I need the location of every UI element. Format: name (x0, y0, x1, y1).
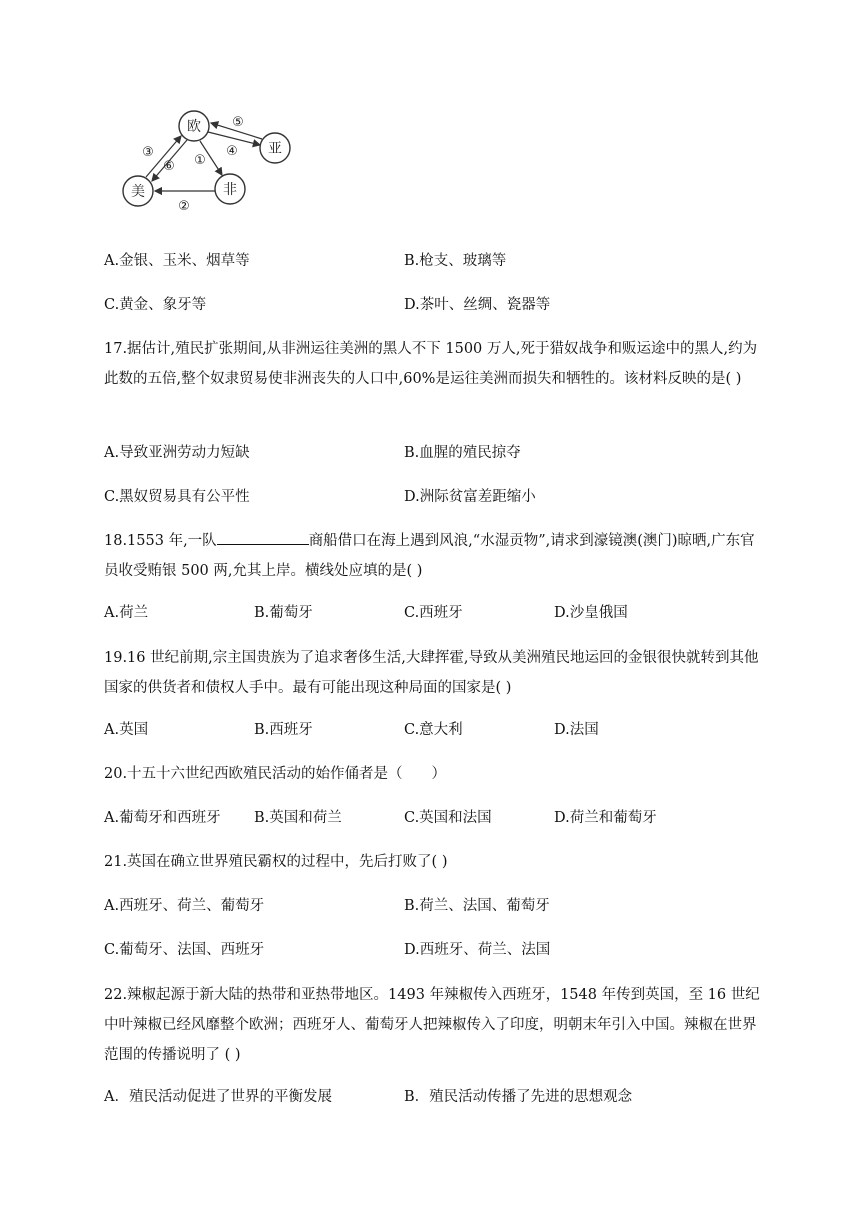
q20-stem: 20.十五十六世纪西欧殖民活动的始作俑者是（ ） (104, 766, 447, 782)
q21-stem: 21.英国在确立世界殖民霸权的过程中，先后打败了( ) (104, 854, 448, 870)
q16-option-b[interactable]: B.枪支、玻璃等 (404, 253, 507, 269)
node-america-label: 美 (131, 184, 145, 200)
q17-option-c[interactable]: C.黑奴贸易具有公平性 (104, 489, 250, 505)
q22-option-b[interactable]: B．殖民活动传播了先进的思想观念 (404, 1089, 633, 1105)
q18-stem-after: 商船借口在海上遇到风浪,“水湿贡物”,请求到濠镜澳(澳门)晾晒,广东官员收受贿银 500 两,允其上岸。横线处应填的是( ) (104, 533, 755, 579)
q19-option-d[interactable]: D.法国 (554, 722, 599, 738)
q18-option-d[interactable]: D.沙皇俄国 (554, 605, 628, 621)
q17-stem: 17.据估计,殖民扩张期间,从非洲运往美洲的黑人不下 1500 万人,死于猎奴战争和贩运途中的黑人,约为此数的五倍,整个奴隶贸易使非洲丧失的人口中,60%是运往美洲而损失和牺牲的。该材料反映的是( ) (104, 341, 758, 387)
arrow-4-label: ④ (226, 144, 238, 159)
q22-stem: 22.辣椒起源于新大陆的热带和亚热带地区。1493 年辣椒传入西班牙，1548 年传到英国，至 16 世纪中叶辣椒已经风靡整个欧洲；西班牙人、葡萄牙人把辣椒传入了印度，明朝末年引入中国。辣椒在世界范围的传播说明了 ( ) (104, 987, 760, 1063)
q18-stem (104, 526, 768, 586)
q18-option-a[interactable]: A.荷兰 (104, 605, 149, 621)
q16-option-d[interactable]: D.茶叶、丝绸、瓷器等 (404, 297, 551, 313)
q18-answer-blank (217, 530, 309, 545)
q19-option-a[interactable]: A.英国 (104, 722, 149, 738)
arrow-5-label: ⑤ (232, 115, 244, 130)
q20-option-b[interactable]: B.英国和荷兰 (254, 810, 342, 826)
q21-option-d[interactable]: D.西班牙、荷兰、法国 (404, 942, 551, 958)
q21-option-a[interactable]: A.西班牙、荷兰、葡萄牙 (104, 898, 265, 914)
arrow-3-label: ③ (142, 145, 154, 160)
arrow-6-label: ⑥ (163, 159, 175, 174)
q20-option-d[interactable]: D.荷兰和葡萄牙 (554, 810, 657, 826)
q16-option-a[interactable]: A.金银、玉米、烟草等 (104, 253, 250, 269)
q20-option-a[interactable]: A.葡萄牙和西班牙 (104, 810, 221, 826)
q18-option-c[interactable]: C.西班牙 (404, 605, 463, 621)
node-europe-label: 欧 (187, 119, 201, 135)
q17-option-b[interactable]: B.血腥的殖民掠夺 (404, 445, 521, 461)
q20-option-c[interactable]: C.英国和法国 (404, 810, 492, 826)
q18-option-b[interactable]: B.葡萄牙 (254, 605, 313, 621)
q21-option-b[interactable]: B.荷兰、法国、葡萄牙 (404, 898, 550, 914)
q19-option-c[interactable]: C.意大利 (404, 722, 463, 738)
q19-stem: 19.16 世纪前期,宗主国贵族为了追求奢侈生活,大肆挥霍,导致从美洲殖民地运回的金银很快就转到其他国家的供货者和债权人手中。最有可能出现这种局面的国家是( ) (104, 650, 759, 696)
q16-option-c[interactable]: C.黄金、象牙等 (104, 297, 207, 313)
node-asia-label: 亚 (268, 141, 282, 157)
q17-option-d[interactable]: D.洲际贫富差距缩小 (404, 489, 536, 505)
node-africa-label: 非 (223, 182, 237, 198)
arrow-1-label: ① (194, 153, 206, 168)
q22-option-a[interactable]: A．殖民活动促进了世界的平衡发展 (104, 1089, 332, 1105)
q18-stem-before: 18.1553 年,一队 (104, 533, 217, 549)
arrow-2-label: ② (178, 199, 190, 214)
q19-option-b[interactable]: B.西班牙 (254, 722, 313, 738)
trade-diagram (112, 104, 312, 216)
q17-option-a[interactable]: A.导致亚洲劳动力短缺 (104, 445, 250, 461)
q21-option-c[interactable]: C.葡萄牙、法国、西班牙 (104, 942, 265, 958)
